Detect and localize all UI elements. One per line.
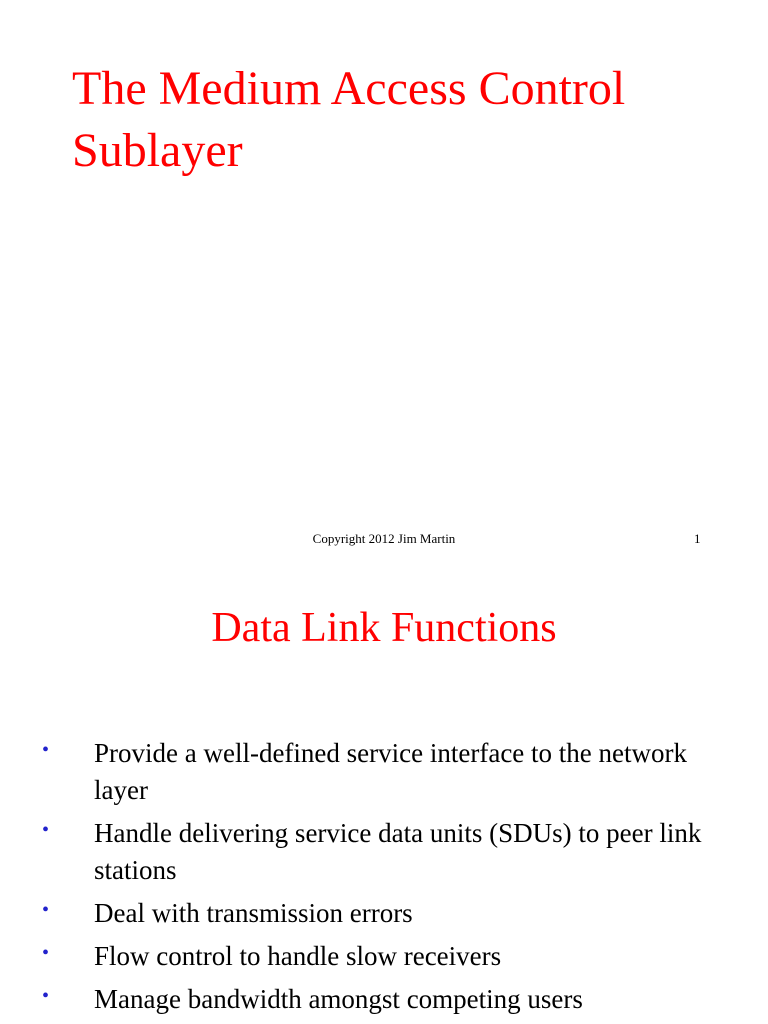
bullet-item [0, 981, 768, 1018]
slide-1-title: The Medium Access Control Sublayer [72, 62, 626, 177]
copyright-footer: Copyright 2012 Jim Martin [312, 531, 456, 546]
bullet-item [0, 895, 768, 932]
bullet-dot-icon: • [42, 985, 50, 1007]
slide-2-title: Data Link Functions [211, 605, 557, 651]
bullet-dot-icon: • [42, 899, 50, 921]
bullet-dot-icon: • [42, 819, 50, 841]
bullet-text: Deal with transmission errors [94, 898, 413, 928]
page-number: 1 [694, 531, 701, 546]
bullet-text: Manage bandwidth amongst competing users [94, 984, 583, 1014]
slide-2 [0, 560, 768, 1024]
bullet-text: Provide a well-defined service interface to the network layer [94, 738, 687, 805]
bullet-dot-icon: • [42, 739, 50, 761]
bullet-list [0, 735, 768, 1024]
bullet-dot-icon: • [42, 942, 50, 964]
bullet-item [0, 815, 768, 889]
bullet-text: Handle delivering service data units (SDUs) to peer link stations [94, 818, 702, 885]
bullet-item [0, 735, 768, 809]
bullet-text: Flow control to handle slow receivers [94, 941, 502, 971]
bullet-item [0, 938, 768, 975]
